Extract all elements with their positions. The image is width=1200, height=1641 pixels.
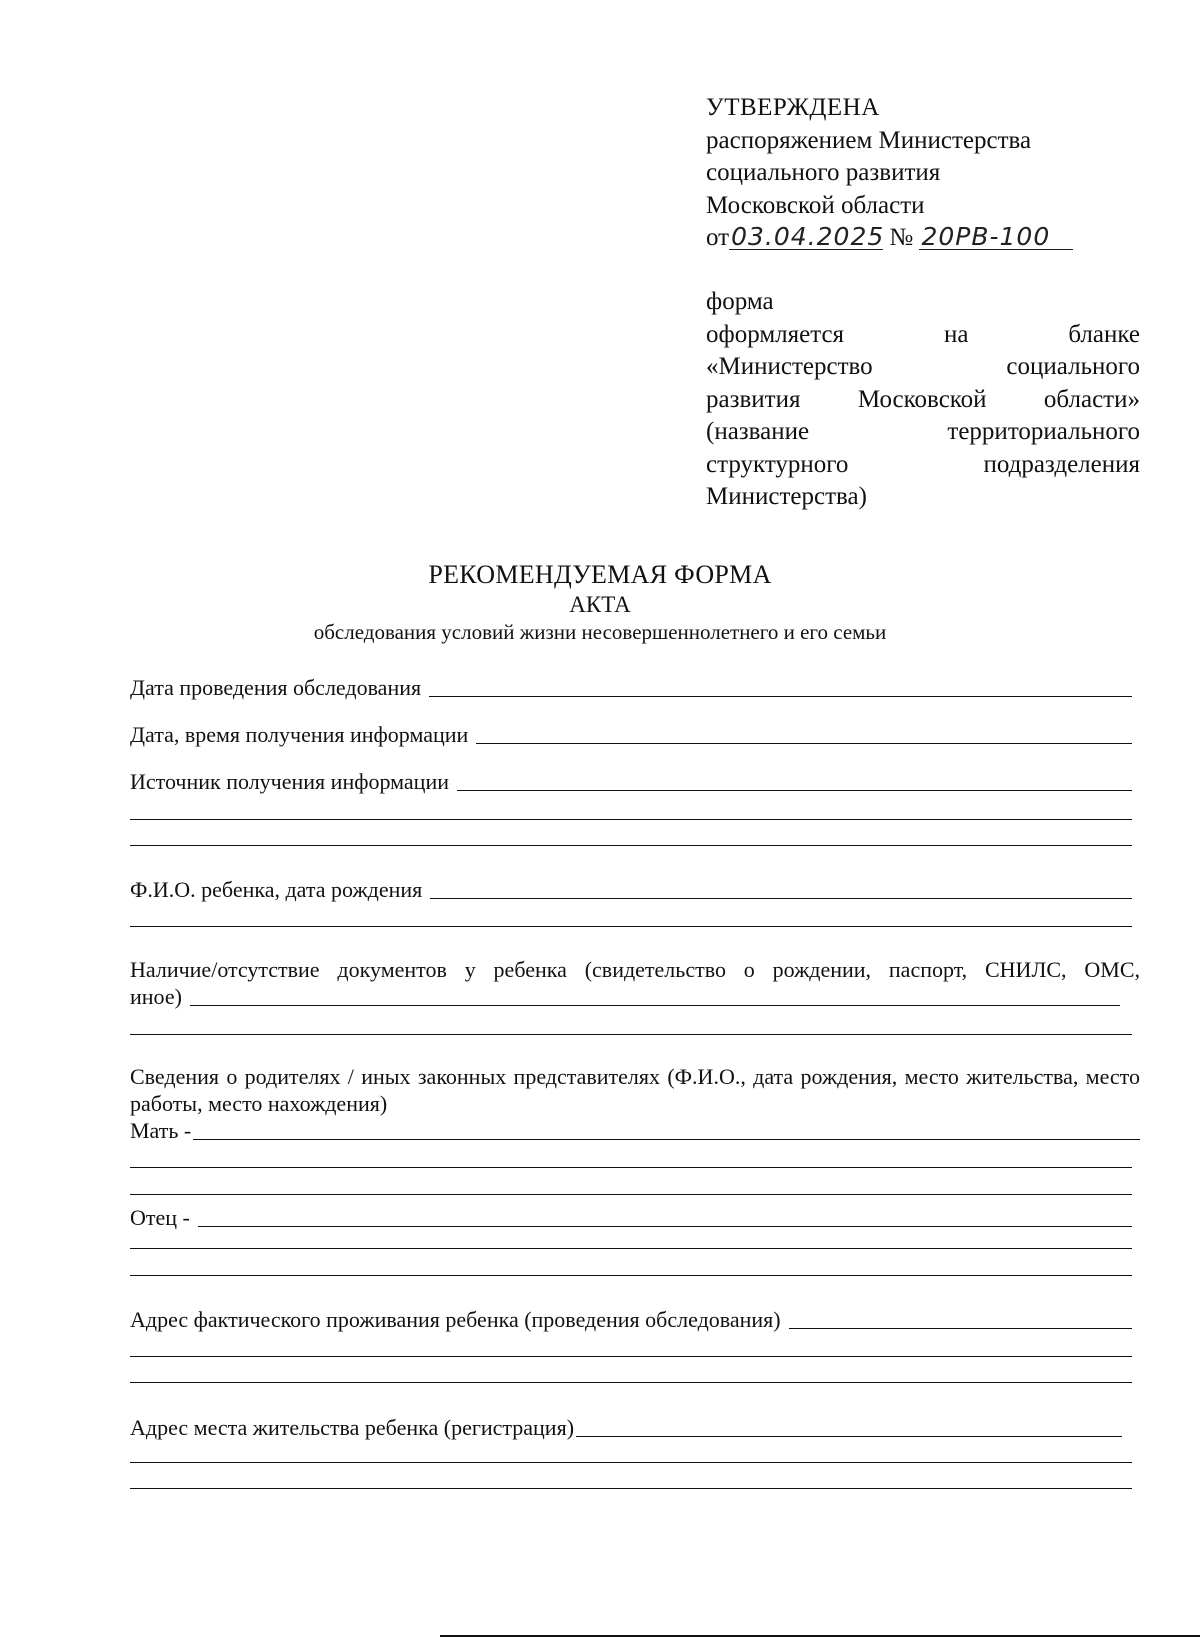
registered-address-input-line[interactable] (576, 1416, 1122, 1437)
father-extra-line[interactable] (130, 1275, 1132, 1276)
document-subtitle: АКТА (569, 592, 631, 617)
child-name-label: Ф.И.О. ребенка, дата рождения (130, 877, 423, 902)
note-line-5: (название территориального (706, 418, 1140, 445)
from-prefix: от (706, 224, 730, 251)
handwritten-number: 20РВ-100 (919, 225, 1073, 250)
documents-field (130, 983, 1120, 1010)
note-line-6: структурного подразделения (706, 450, 1140, 478)
actual-address-extra-line[interactable] (130, 1382, 1132, 1383)
approval-block (706, 92, 1142, 255)
page-bottom-rule (440, 1635, 1200, 1637)
father-extra-line[interactable] (130, 1248, 1132, 1249)
info-datetime-label: Дата, время получения информации (130, 722, 469, 747)
note-line-2: оформляется на бланке (706, 320, 1140, 348)
mother-field (130, 1117, 1140, 1144)
note-line-1: форма (706, 288, 774, 315)
actual-address-label: Адрес фактического проживания ребенка (проведения обследования) (130, 1307, 781, 1332)
approval-date-number-line (706, 222, 1142, 255)
child-name-field (130, 876, 1132, 903)
approval-line-3: Московской области (706, 191, 925, 219)
child-name-extra-line[interactable] (130, 926, 1132, 927)
info-source-label: Источник получения информации (130, 769, 449, 794)
documents-input-line[interactable] (190, 985, 1120, 1006)
handwritten-date: 03.04.2025 (731, 222, 885, 251)
actual-address-extra-line[interactable] (130, 1356, 1132, 1357)
father-field (130, 1204, 1132, 1231)
info-source-extra-line[interactable] (130, 819, 1132, 820)
info-source-extra-line[interactable] (130, 845, 1132, 846)
registered-address-extra-line[interactable] (130, 1462, 1132, 1463)
number-sign: № (889, 224, 914, 251)
survey-date-field (130, 674, 1132, 701)
info-datetime-field (130, 721, 1132, 748)
approval-heading: УТВЕРЖДЕНА (706, 94, 880, 121)
document-description: обследования условий жизни несовершеннолетнего и его семьи (313, 620, 887, 644)
form-note (706, 286, 1140, 514)
documents-label: Наличие/отсутствие документов у ребенка (свидетельство о рождении, паспорт, СНИЛС, ОМС, (130, 957, 1140, 982)
child-name-input-line[interactable] (430, 878, 1132, 899)
father-input-line[interactable] (198, 1206, 1132, 1227)
document-title: РЕКОМЕНДУЕМАЯ ФОРМА (428, 560, 772, 589)
documents-extra-line[interactable] (130, 1034, 1132, 1035)
info-datetime-input-line[interactable] (476, 723, 1132, 744)
registered-address-extra-line[interactable] (130, 1488, 1132, 1489)
survey-date-input-line[interactable] (429, 676, 1132, 697)
mother-input-line[interactable] (193, 1119, 1140, 1140)
note-line-3: «Министерство социального (706, 353, 1140, 380)
parents-label: Сведения о родителях / иных законных представителях (Ф.И.О., дата рождения, место жительства, место работы, место нахождения) (130, 1064, 1140, 1116)
info-source-field (130, 768, 1132, 795)
actual-address-field (130, 1306, 1132, 1333)
approval-line-2: социального развития (706, 159, 941, 186)
note-line-4: развития Московской области» (706, 385, 1140, 413)
mother-label: Мать - (130, 1118, 192, 1143)
mother-extra-line[interactable] (130, 1167, 1132, 1168)
actual-address-input-line[interactable] (789, 1308, 1132, 1329)
documents-cont-label: иное) (130, 984, 182, 1009)
father-label: Отец - (130, 1205, 190, 1230)
note-line-7: Министерства) (706, 483, 867, 510)
registered-address-field (130, 1414, 1122, 1441)
registered-address-label: Адрес места жительства ребенка (регистрация) (130, 1415, 575, 1440)
info-source-input-line[interactable] (457, 770, 1132, 791)
survey-date-label: Дата проведения обследования (130, 675, 422, 700)
approval-line-1: распоряжением Министерства (706, 126, 1032, 154)
mother-extra-line[interactable] (130, 1194, 1132, 1195)
